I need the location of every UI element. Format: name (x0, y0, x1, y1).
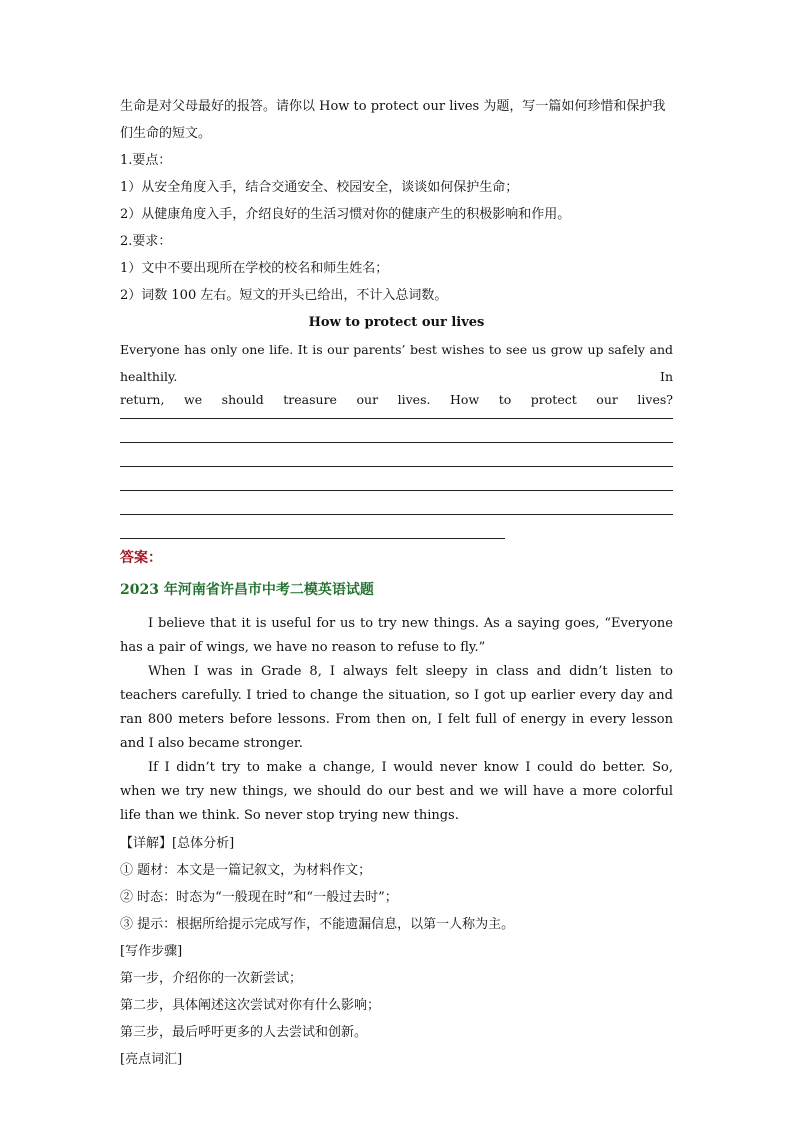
essay-paragraph: If I didn’t try to make a change, I would never know I could do better. So, when we try new things, we should do our best and we will have a more colorful life than we think. So never stop trying new things. (120, 760, 673, 823)
writing-line[interactable] (120, 419, 673, 443)
essay-opening-line-1: Everyone has only one life. It is our parents’ best wishes to see us grow up safely and healthily. In (120, 342, 673, 384)
essay-paragraph: When I was in Grade 8, I always felt sleepy in class and didn’t listen to teachers carefully. I tried to change the situation, so I got up earlier every day and ran 800 meters before lessons. From then on, I felt full of energy in every lesson and I also became stronger. (120, 664, 673, 751)
analysis-item: ② 时态：时态为“一般现在时”和“一般过去时”； (120, 890, 398, 905)
steps-heading: [写作步骤] (120, 944, 183, 959)
requirement-item: 1）文中不要出现所在学校的校名和师生姓名； (120, 261, 389, 276)
sample-essay (120, 612, 673, 828)
analysis-heading: 【详解】[总体分析] (120, 836, 235, 851)
answer-title: 2023 年河南省许昌市中考二模英语试题 (120, 582, 374, 598)
points-heading: 1.要点： (120, 153, 172, 168)
essay-title: How to protect our lives (308, 315, 485, 330)
step-item: 第二步，具体阐述这次尝试对你有什么影响； (120, 998, 381, 1013)
writing-line[interactable] (120, 443, 673, 467)
document-content (120, 93, 673, 1073)
prompt-intro-line-2: 们生命的短文。 (120, 126, 212, 141)
writing-line[interactable] (120, 515, 505, 539)
writing-line[interactable] (120, 410, 673, 419)
point-item: 1）从安全角度入手，结合交通安全、校园安全，谈谈如何保护生命； (120, 180, 519, 195)
writing-line[interactable] (120, 491, 673, 515)
answer-label: 答案： (120, 550, 162, 566)
essay-paragraph: I believe that it is useful for us to try new things. As a saying goes, “Everyone has a pair of wings, we have no reason to refuse to fly.” (120, 616, 673, 655)
requirement-item: 2）词数 100 左右。短文的开头已给出，不计入总词数。 (120, 288, 448, 303)
prompt-intro-line-1: 生命是对父母最好的报答。请你以 How to protect our lives 为题，写一篇如何珍惜和保护我 (120, 99, 666, 114)
point-item: 2）从健康角度入手，介绍良好的生活习惯对你的健康产生的积极影响和作用。 (120, 207, 571, 222)
step-item: 第一步，介绍你的一次新尝试； (120, 971, 303, 986)
vocab-heading: [亮点词汇] (120, 1052, 183, 1067)
analysis-item: ① 题材：本文是一篇记叙文，为材料作文； (120, 863, 372, 878)
writing-lines (120, 410, 673, 539)
requirements-heading: 2.要求： (120, 234, 172, 249)
analysis-section (120, 830, 673, 1073)
essay-opening-line-2: return, we should treasure our lives. How to protect our lives? (120, 392, 673, 407)
step-item: 第三步，最后呼吁更多的人去尝试和创新。 (120, 1025, 368, 1040)
writing-line[interactable] (120, 467, 673, 491)
analysis-item: ③ 提示：根据所给提示完成写作，不能遗漏信息，以第一人称为主。 (120, 917, 515, 932)
